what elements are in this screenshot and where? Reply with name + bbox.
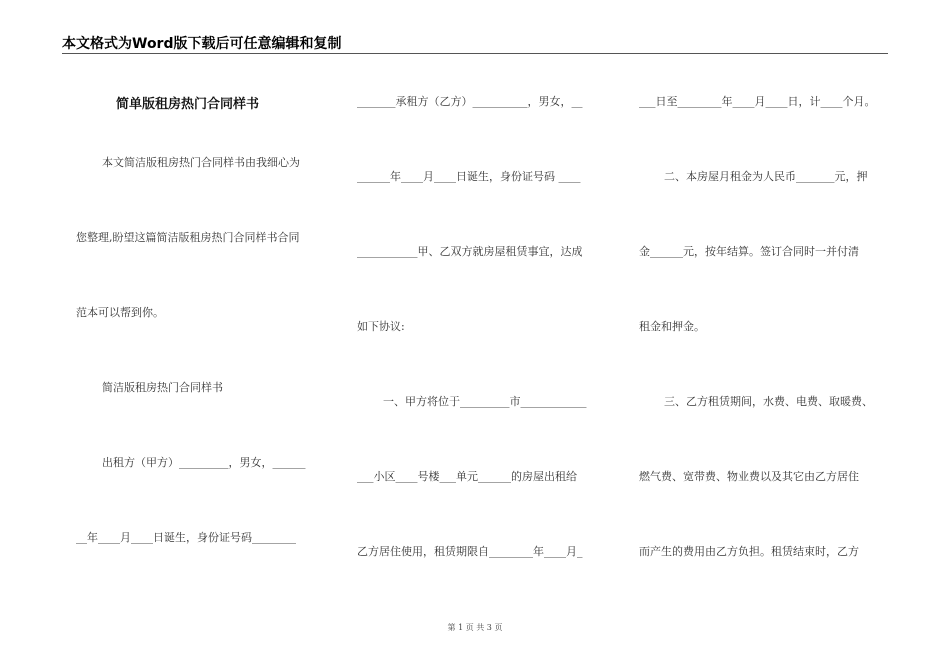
col3-line-2: 二、本房屋月租金为人民币_______元，押: [664, 170, 868, 183]
col3-line-7: 而产生的费用由乙方负担。租赁结束时，乙方: [639, 545, 859, 558]
col2-line-6: ___小区____号楼___单元______的房屋出租给: [357, 470, 577, 483]
document-header: 本文格式为Word版下载后可任意编辑和复制: [62, 36, 342, 52]
col2-line-7: 乙方居住使用，租赁期限自________年____月_: [357, 545, 583, 558]
col1-line-3: 范本可以帮到你。: [76, 306, 164, 319]
col2-line-4: 如下协议:: [357, 320, 405, 333]
col2-line-3: ___________甲、乙双方就房屋租赁事宜，达成: [357, 245, 583, 258]
col2-line-5: 一、甲方将位于_________市____________: [383, 395, 587, 408]
col1-line-2: 您整理,盼望这篇简洁版租房热门合同样书合同: [76, 231, 300, 244]
header-divider: [62, 53, 888, 54]
col1-line-1: 本文简洁版租房热门合同样书由我细心为: [102, 156, 300, 169]
col3-line-1: ___日至________年____月____日，计____个月。: [639, 95, 876, 108]
document-title: 简单版租房热门合同样书: [116, 97, 260, 112]
col3-line-6: 燃气费、宽带费、物业费以及其它由乙方居住: [639, 470, 859, 483]
col1-line-6: __年____月____日诞生，身份证号码________: [76, 531, 296, 544]
page-number: 第 1 页 共 3 页: [447, 623, 503, 632]
col2-line-1: _______承租方（乙方）__________，男女，__: [357, 95, 583, 108]
col3-line-4: 租金和押金。: [639, 320, 705, 333]
col2-line-2: ______年____月____日诞生，身份证号码 ____: [357, 170, 581, 183]
col3-line-5: 三、乙方租赁期间，水费、电费、取暖费、: [664, 395, 873, 408]
col1-line-4: 简洁版租房热门合同样书: [102, 381, 223, 394]
col3-line-3: 金______元，按年结算。签订合同时一并付清: [639, 245, 859, 258]
col1-line-5: 出租方（甲方）_________，男女，______: [102, 456, 306, 469]
